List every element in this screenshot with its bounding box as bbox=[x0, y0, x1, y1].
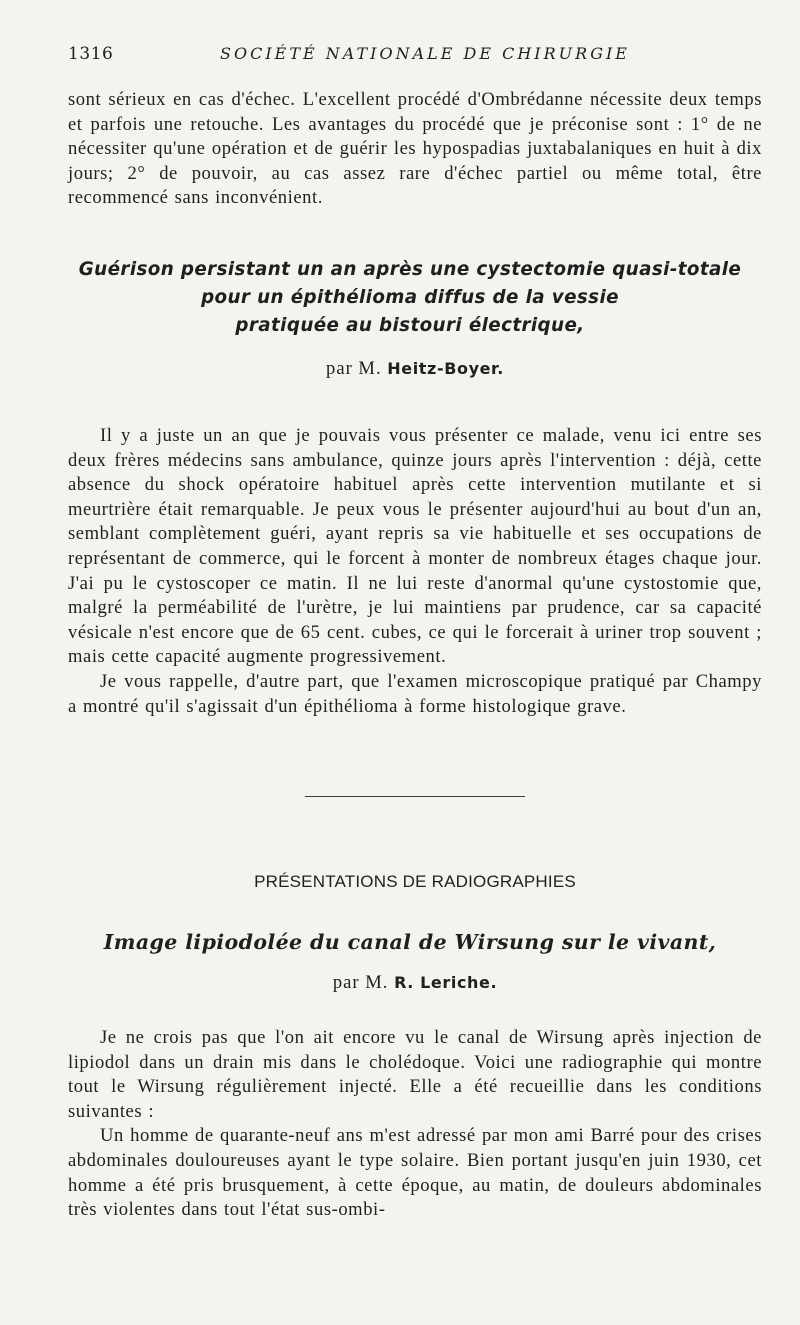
title-line: Guérison persistant un an après une cystectomie quasi-totale bbox=[78, 259, 742, 280]
byline-prefix: par M. bbox=[332, 972, 389, 993]
section-heading: PRÉSENTATIONS DE RADIOGRAPHIES bbox=[254, 872, 576, 891]
byline-heitz-boyer bbox=[68, 358, 762, 380]
continued-paragraph bbox=[68, 88, 762, 211]
title-line: pratiquée au bistouri électrique, bbox=[235, 315, 585, 336]
article-body-cystectomie bbox=[68, 424, 762, 719]
paragraph: Je vous rappelle, d'autre part, que l'examen microscopique pratiqué par Champy a montré qu'il s'agissait d'un épithélioma à forme histologique grave. bbox=[68, 670, 762, 717]
author-name: Heitz-Boyer. bbox=[387, 359, 504, 378]
page-number: 1316 bbox=[68, 44, 114, 64]
article-body-wirsung bbox=[68, 1026, 762, 1223]
byline-leriche bbox=[68, 972, 762, 994]
running-header bbox=[68, 44, 762, 68]
byline-prefix: par M. bbox=[326, 358, 382, 379]
paragraph: sont sérieux en cas d'échec. L'excellent procédé d'Ombrédanne nécessite deux temps et parfois une retouche. Les avantages du procédé que je préconise sont : 1° de ne nécessiter qu'une opération et de guérir les hypospadias juxtabalaniques en huit à dix jours; 2° de pouvoir, au cas assez rare d'échec partiel ou même total, être recommencé sans inconvénient. bbox=[68, 89, 762, 209]
author-name: R. Leriche. bbox=[394, 973, 498, 992]
paragraph: Il y a juste un an que je pouvais vous présenter ce malade, venu ici entre ses deux frères médecins sans ambulance, quinze jours après l'intervention : déjà, cette absence du shock opératoire habituel après cette intervention mutilante et si meurtrière était remarquable. Je peux vous le présenter aujourd'hui au bout d'un an, semblant complètement guéri, ayant repris sa vie habituelle et ses occupations de représentant de commerce, qui le forcent à monter de nombreux étages chaque jour. J'ai pu le cystoscoper ce matin. Il ne lui reste d'anormal qu'une cystostomie que, malgré la perméabilité de l'urètre, je lui maintiens par prudence, car sa capacité vésicale n'est encore que de 65 cent. cubes, ce qui le forcerait à uriner trop souvent ; mais cette capacité augmente progressivement. bbox=[68, 425, 762, 668]
paragraph: Un homme de quarante-neuf ans m'est adressé par mon ami Barré pour des crises abdominales douloureuses ayant le type solaire. Bien portant jusqu'en juin 1930, cet homme a été pris brusquement, à cette époque, au matin, de douleurs abdominales très violentes dans tout l'état sus-ombi- bbox=[68, 1125, 762, 1221]
title-line: pour un épithélioma diffus de la vessie bbox=[201, 287, 619, 308]
article-title-wirsung: Image lipiodolée du canal de Wirsung sur le vivant, bbox=[103, 930, 717, 954]
section-divider bbox=[305, 796, 525, 797]
article-title-cystectomie bbox=[50, 256, 770, 340]
paragraph: Je ne crois pas que l'on ait encore vu le canal de Wirsung après injection de lipiodol dans un drain mis dans le cholédoque. Voici une radiographie qui montre tout le Wirsung régulièrement injecté. Elle a été recueillie dans les conditions suivantes : bbox=[68, 1027, 762, 1122]
journal-title: SOCIÉTÉ NATIONALE DE CHIRURGIE bbox=[220, 44, 630, 63]
